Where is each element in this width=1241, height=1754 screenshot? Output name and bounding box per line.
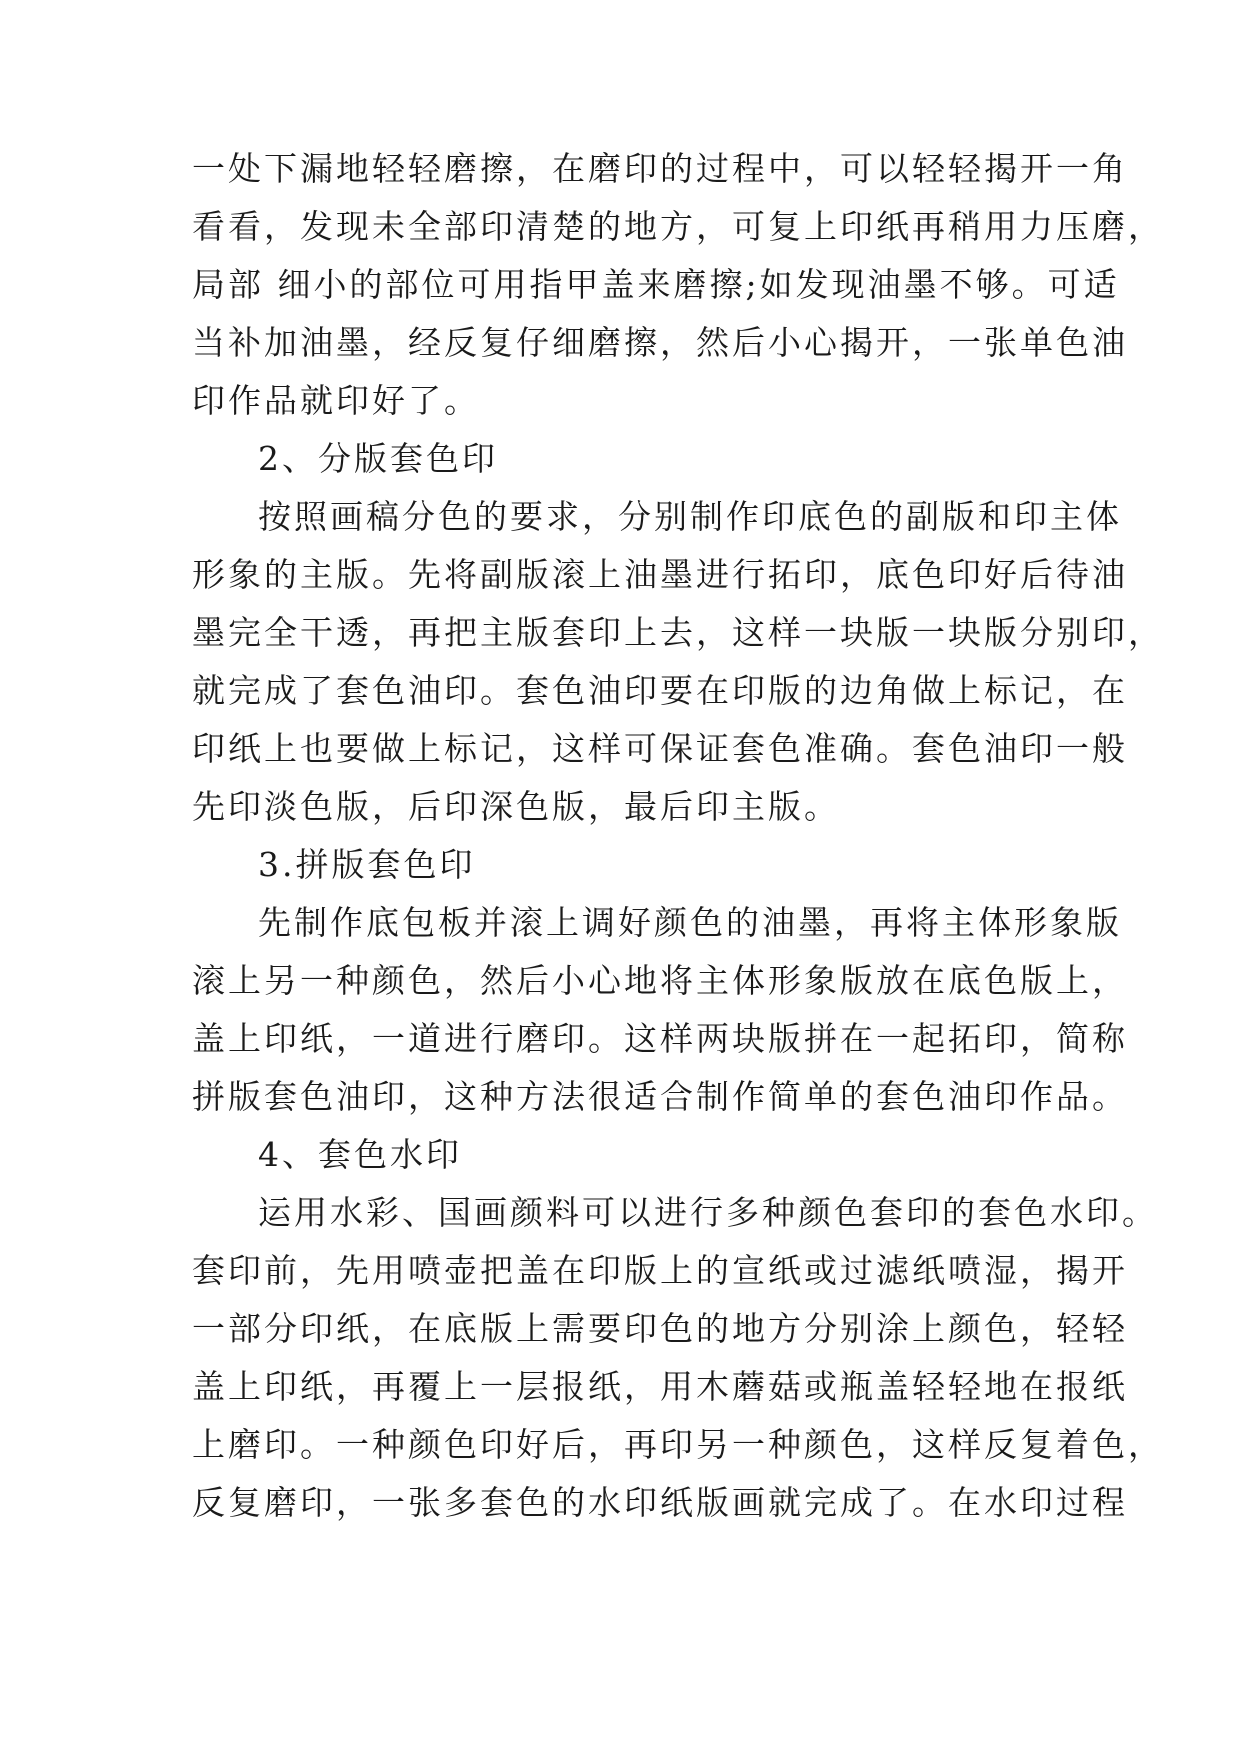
body-text-line: 印作品就印好了。 xyxy=(192,381,480,420)
body-text-line: 按照画稿分色的要求，分别制作印底色的副版和印主体 xyxy=(258,497,1122,536)
body-text-line: 看看，发现未全部印清楚的地方，可复上印纸再稍用力压磨， xyxy=(192,207,1164,246)
body-text-line: 局部 细小的部位可用指甲盖来磨擦;如发现油墨不够。可适 xyxy=(192,265,1120,304)
section-heading: 4、套色水印 xyxy=(258,1135,462,1174)
body-text-line: 套印前，先用喷壶把盖在印版上的宣纸或过滤纸喷湿，揭开 xyxy=(192,1251,1128,1290)
body-text-line: 上磨印。一种颜色印好后，再印另一种颜色，这样反复着色， xyxy=(192,1425,1164,1464)
body-text-line: 一处下漏地轻轻磨擦，在磨印的过程中，可以轻轻揭开一角 xyxy=(192,149,1128,188)
body-text-line: 先印淡色版，后印深色版，最后印主版。 xyxy=(192,787,840,826)
body-text-line: 形象的主版。先将副版滚上油墨进行拓印，底色印好后待油 xyxy=(192,555,1128,594)
body-text-line: 当补加油墨，经反复仔细磨擦，然后小心揭开，一张单色油 xyxy=(192,323,1128,362)
body-text-line: 反复磨印，一张多套色的水印纸版画就完成了。在水印过程 xyxy=(192,1483,1128,1522)
section-heading: 3.拼版套色印 xyxy=(258,845,476,884)
body-text-line: 就完成了套色油印。套色油印要在印版的边角做上标记，在 xyxy=(192,671,1128,710)
body-text-line: 先制作底包板并滚上调好颜色的油墨，再将主体形象版 xyxy=(258,903,1122,942)
body-text-line: 运用水彩、国画颜料可以进行多种颜色套印的套色水印。 xyxy=(258,1193,1158,1232)
body-text-line: 拼版套色油印，这种方法很适合制作简单的套色油印作品。 xyxy=(192,1077,1128,1116)
body-text-line: 印纸上也要做上标记，这样可保证套色准确。套色油印一般 xyxy=(192,729,1128,768)
section-heading: 2、分版套色印 xyxy=(258,439,498,478)
body-text-line: 盖上印纸，再覆上一层报纸，用木蘑菇或瓶盖轻轻地在报纸 xyxy=(192,1367,1128,1406)
body-text-line: 一部分印纸，在底版上需要印色的地方分别涂上颜色，轻轻 xyxy=(192,1309,1128,1348)
body-text-line: 墨完全干透，再把主版套印上去，这样一块版一块版分别印， xyxy=(192,613,1164,652)
body-text-line: 盖上印纸，一道进行磨印。这样两块版拼在一起拓印，简称 xyxy=(192,1019,1128,1058)
body-text-line: 滚上另一种颜色，然后小心地将主体形象版放在底色版上， xyxy=(192,961,1128,1000)
